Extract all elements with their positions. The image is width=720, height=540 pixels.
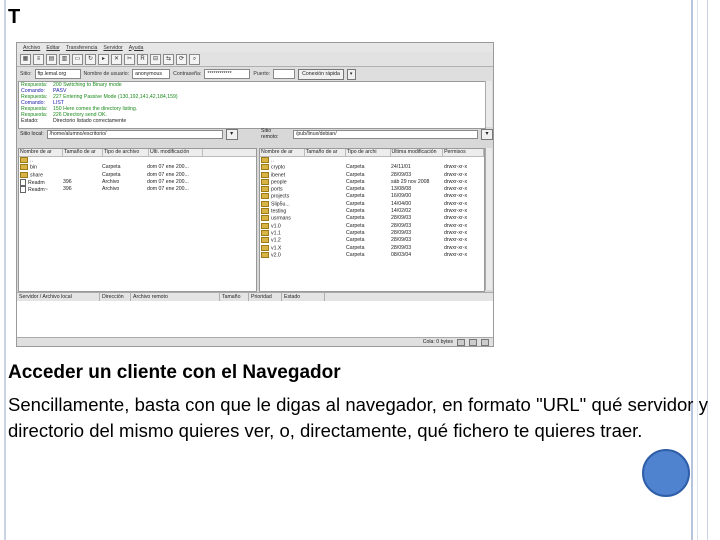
port-input[interactable] <box>273 69 295 79</box>
remote-file-row[interactable]: Slip5u... Carpeta 14/04/00 drwxr-xr-x <box>260 201 484 208</box>
remote-file-row[interactable]: testing Carpeta 14/02/02 drwxr-xr-x <box>260 208 484 215</box>
remote-col-date[interactable]: Ultima modificación <box>391 149 444 156</box>
remote-path-dropdown-icon[interactable]: ▾ <box>481 129 493 140</box>
slide-title: Acceder un cliente con el Navegador <box>8 362 341 383</box>
local-col-name[interactable]: Nombre de ar <box>19 149 63 156</box>
folder-icon <box>261 223 269 229</box>
folder-icon <box>261 230 269 236</box>
remote-col-size[interactable]: Tamaño de ar <box>305 149 346 156</box>
right-border-line-outer <box>707 0 708 540</box>
user-input[interactable]: anonymous <box>132 69 170 79</box>
local-file-list <box>18 148 257 292</box>
local-col-type[interactable]: Tipo de archivo <box>103 149 149 156</box>
remote-site-bar <box>261 129 493 139</box>
left-border-line <box>4 0 6 540</box>
remote-col-type[interactable]: Tipo de archi <box>346 149 391 156</box>
folder-icon <box>261 201 269 207</box>
remote-tree-icon[interactable]: ▥ <box>59 54 70 65</box>
log-line: Comando: PASV <box>21 88 67 94</box>
folder-icon <box>261 179 269 185</box>
menu-archivo[interactable]: Archivo <box>23 44 41 51</box>
remote-col-name[interactable]: Nombre de ar <box>260 149 305 156</box>
transfer-queue <box>17 301 493 337</box>
remote-file-row[interactable]: ports Carpeta 13/08/08 drwxr-xr-x <box>260 186 484 193</box>
folder-icon <box>261 245 269 251</box>
quickconnect-bar <box>17 67 494 81</box>
menu-transferencia[interactable]: Transferencia <box>65 44 98 51</box>
remote-file-list-header <box>260 149 484 157</box>
password-label: Contraseña: <box>173 71 202 77</box>
compare-icon[interactable]: ⇆ <box>163 54 174 65</box>
status-indicator-icon <box>481 339 489 346</box>
remote-file-row[interactable]: ibenet Carpeta 28/09/03 drwxr-xr-x <box>260 172 484 179</box>
reconnect-icon[interactable]: R <box>137 54 148 65</box>
right-border-line-thin <box>697 0 698 540</box>
status-indicator-icon <box>457 339 465 346</box>
local-file-row[interactable]: .. <box>19 157 256 164</box>
status-bar <box>17 337 493 346</box>
remote-file-row[interactable]: usrmans Carpeta 28/09/03 drwxr-xr-x <box>260 215 484 222</box>
local-file-row[interactable]: Readm 396 Archivo dom 07 ene 200... <box>19 179 256 186</box>
password-input[interactable]: ************ <box>204 69 250 79</box>
log-line: Respuesta: 227 Entering Passive Mode (130,192,141,42,184,159) <box>21 94 178 100</box>
remote-list-scrollbar[interactable] <box>485 148 492 290</box>
remote-file-row[interactable]: v1.2 Carpeta 28/09/03 drwxr-xr-x <box>260 237 484 244</box>
remote-file-row[interactable]: v1.1 Carpeta 28/09/03 drwxr-xr-x <box>260 230 484 237</box>
log-line: Respuesta: 200 Switching to Binary mode <box>21 82 122 88</box>
folder-icon <box>261 164 269 170</box>
folder-icon <box>261 157 269 163</box>
message-log-icon[interactable]: ≡ <box>33 54 44 65</box>
log-line: Comando: LIST <box>21 100 64 106</box>
remote-file-row[interactable]: people Carpeta sáb 29 nov 2008 drwxr-xr-x <box>260 179 484 186</box>
queue-col-direction[interactable]: Dirección <box>100 293 131 301</box>
file-icon <box>20 186 26 193</box>
toolbar <box>17 52 494 67</box>
local-col-date[interactable]: Ulti. modificación <box>149 149 203 156</box>
sync-icon[interactable]: ⟳ <box>176 54 187 65</box>
remote-file-list <box>259 148 485 292</box>
menu-bar <box>17 43 494 52</box>
local-file-list-header <box>19 149 256 157</box>
folder-icon <box>20 157 28 163</box>
folder-icon <box>20 172 28 178</box>
menu-ayuda[interactable]: Ayuda <box>128 44 144 51</box>
remote-file-row[interactable]: projects Carpeta 16/09/00 drwxr-xr-x <box>260 193 484 200</box>
log-scrollbar[interactable] <box>485 81 492 127</box>
log-line: Estado: Directorio listado correctamente <box>21 118 127 124</box>
queue-icon[interactable]: ▭ <box>72 54 83 65</box>
queue-col-local-file[interactable]: Servidor / Archivo local <box>17 293 100 301</box>
local-file-row[interactable]: Readm~ 396 Archivo dom 07 ene 200... <box>19 186 256 193</box>
remote-file-row[interactable]: crypto Carpeta 24/11/01 drwxr-xr-x <box>260 164 484 171</box>
queue-col-remote-file[interactable]: Archivo remoto <box>131 293 220 301</box>
remote-file-row[interactable]: v2.0 Carpeta 08/03/04 drwxr-xr-x <box>260 252 484 259</box>
local-tree-icon[interactable]: ▤ <box>46 54 57 65</box>
user-label: Nombre de usuario: <box>83 71 130 77</box>
log-line: Respuesta: 226 Directory send OK. <box>21 112 107 118</box>
search-icon[interactable]: ⌕ <box>189 54 200 65</box>
quickconnect-dropdown-icon[interactable]: ▾ <box>347 69 356 80</box>
decorative-circle <box>642 449 690 497</box>
queue-col-status[interactable]: Estado <box>282 293 325 301</box>
local-site-bar <box>20 129 238 139</box>
queue-col-priority[interactable]: Prioridad <box>249 293 282 301</box>
site-manager-icon[interactable]: ▦ <box>20 54 31 65</box>
folder-icon <box>261 215 269 221</box>
local-path-dropdown-icon[interactable]: ▾ <box>226 129 238 140</box>
remote-file-row[interactable]: .. <box>260 157 484 164</box>
slide-body-text: Sencillamente, basta con que le digas al navegador, en formato "URL" qué servidor y directorio del mismo quieres ver, o, directamente, qué fichero te quieres traer. <box>8 394 708 441</box>
cancel-icon[interactable]: ✕ <box>111 54 122 65</box>
local-site-label: Sitio local: <box>20 131 44 137</box>
folder-icon <box>261 186 269 192</box>
host-label: Sitio: <box>20 71 32 77</box>
file-icon <box>20 179 26 186</box>
local-col-size[interactable]: Tamaño de ar <box>63 149 103 156</box>
folder-icon <box>20 164 28 170</box>
queue-size-status: Cola: 0 bytes <box>422 339 453 345</box>
status-indicator-icon <box>469 339 477 346</box>
filter-icon[interactable]: ⊟ <box>150 54 161 65</box>
folder-icon <box>261 172 269 178</box>
remote-path-input[interactable]: /pub/linux/debian/ <box>293 130 478 139</box>
message-log <box>18 81 486 129</box>
menu-servidor[interactable]: Servidor <box>103 44 123 51</box>
refresh-icon[interactable]: ↻ <box>85 54 96 65</box>
menu-editar[interactable]: Editar <box>46 44 60 51</box>
disconnect-icon[interactable]: ✂ <box>124 54 135 65</box>
process-queue-icon[interactable]: ▸ <box>98 54 109 65</box>
ftp-client-screenshot <box>16 42 494 347</box>
queue-col-size[interactable]: Tamaño <box>220 293 249 301</box>
slide-heading-letter: T <box>8 6 21 28</box>
folder-icon <box>261 252 269 258</box>
folder-icon <box>261 193 269 199</box>
folder-icon <box>261 208 269 214</box>
port-label: Puerto: <box>253 71 271 77</box>
quickconnect-button[interactable]: Conexión rápida <box>298 69 344 80</box>
host-input[interactable]: ftp.lemal.org <box>35 69 81 79</box>
remote-col-perms[interactable]: Permisos <box>443 149 484 156</box>
right-border-line <box>691 0 693 540</box>
folder-icon <box>261 237 269 243</box>
local-file-row[interactable]: share Carpeta dom 07 ene 200... <box>19 172 256 179</box>
remote-site-label: Sitio remoto: <box>261 128 279 140</box>
local-path-input[interactable]: /home/alumno/escritorio/ <box>47 130 223 139</box>
remote-file-row[interactable]: v1.0 Carpeta 28/09/03 drwxr-xr-x <box>260 223 484 230</box>
remote-file-row[interactable]: v1.X Carpeta 28/09/03 drwxr-xr-x <box>260 245 484 252</box>
local-file-row[interactable]: bin Carpeta dom 07 ene 200... <box>19 164 256 171</box>
log-line: Respuesta: 150 Here comes the directory listing. <box>21 106 138 112</box>
